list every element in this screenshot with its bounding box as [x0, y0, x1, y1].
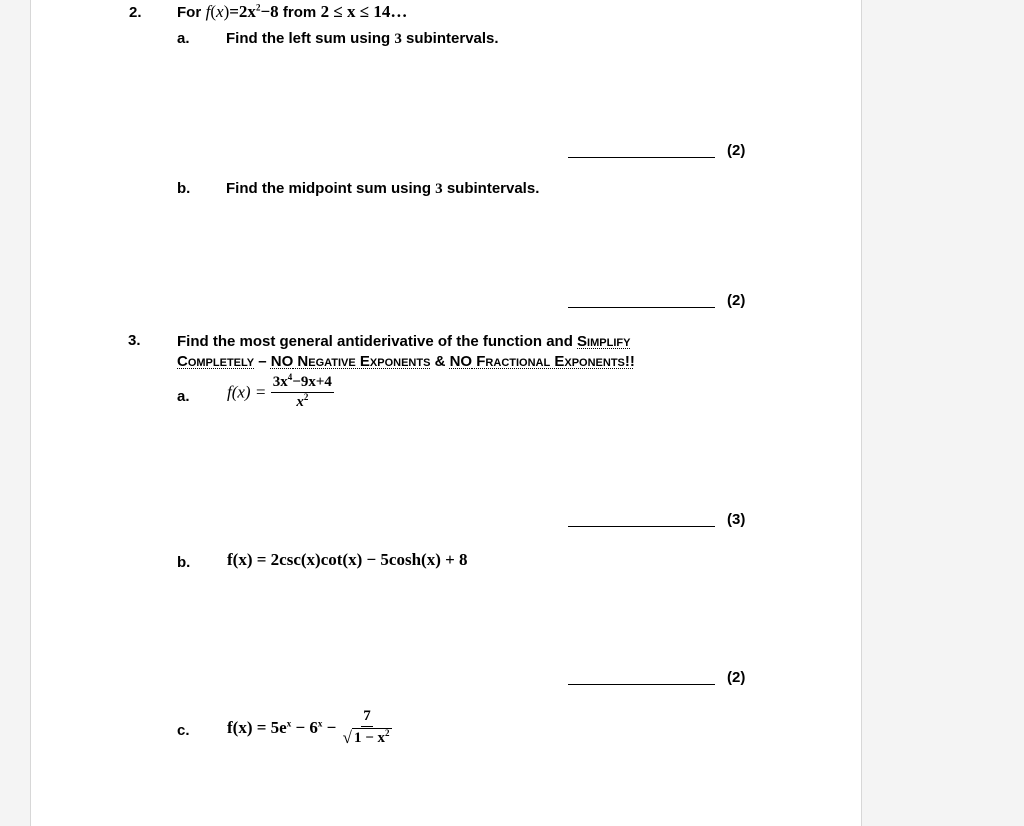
- points-2a: (2): [727, 142, 746, 159]
- question-3c-fraction: 7 √ $1 - x^2$: [342, 708, 390, 747]
- question-3a-function: f(x) = $\frac{3x^4-9x+4}{x^2}$: [227, 372, 332, 410]
- simplify-word: Simplify: [577, 333, 631, 350]
- points-3b: (2): [727, 669, 746, 686]
- worksheet-page: [30, 0, 862, 826]
- answer-line-3a[interactable]: [568, 526, 715, 527]
- question-2-from: from: [282, 4, 317, 21]
- question-3b-label: b.: [177, 554, 191, 571]
- question-2-intro: For: [177, 4, 202, 21]
- question-2-function: $f(x)=2x^2-8$: [205, 2, 279, 21]
- question-2a-text: Find the left sum using 3 subintervals.: [226, 30, 499, 47]
- question-2-range: 2 ≤ x ≤ 14…: [320, 2, 408, 21]
- question-2-prompt: [177, 2, 407, 22]
- question-3-number: 3.: [128, 332, 141, 349]
- question-3c-function: $f(x) = 5e^x - 6^x$ − 7 √ $1 - x^2$: [227, 708, 394, 748]
- question-2-number: 2.: [129, 4, 142, 21]
- question-3b-function: f(x) = 2csc(x)cot(x) − 5cosh(x) + 8: [227, 550, 468, 569]
- answer-line-2b[interactable]: [568, 307, 715, 308]
- question-2b-text: Find the midpoint sum using 3 subintervals.: [226, 180, 540, 197]
- points-2b: (2): [727, 292, 746, 309]
- question-3c-label: c.: [177, 722, 190, 739]
- square-root-icon: √ $1 - x^2$: [342, 728, 390, 747]
- no-fractional-exponents: NO Fractional Exponents!!: [449, 353, 635, 370]
- completely-word: Completely: [177, 353, 255, 370]
- question-2b-label: b.: [177, 180, 191, 197]
- points-3a: (3): [727, 511, 746, 528]
- answer-line-3b[interactable]: [568, 684, 715, 685]
- answer-line-2a[interactable]: [568, 157, 715, 158]
- question-3a-fraction: $\frac{3x^4-9x+4}{x^2}$: [272, 372, 332, 410]
- no-negative-exponents: NO Negative Exponents: [270, 353, 431, 370]
- question-3-instruction: Find the most general antiderivative of the function and Simplify Completely – NO Negative Exponents & NO Fractional Exponents!!: [177, 333, 635, 370]
- question-3a-label: a.: [177, 388, 190, 405]
- question-2a-label: a.: [177, 30, 190, 47]
